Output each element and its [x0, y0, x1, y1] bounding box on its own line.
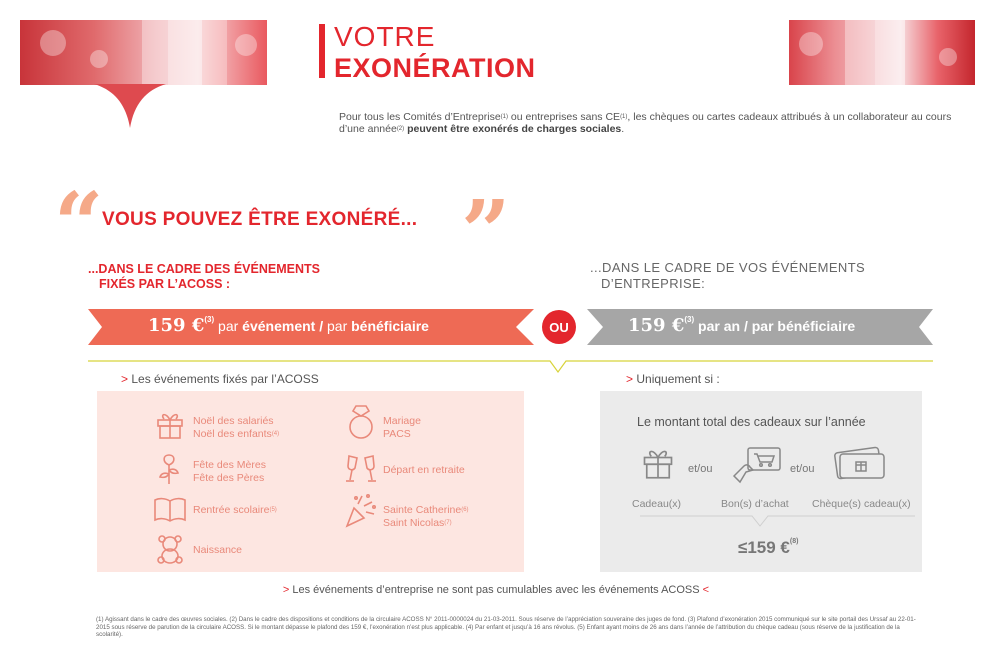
event-mariage: Mariage PACS: [383, 415, 421, 440]
gift-card-icon: [832, 444, 886, 482]
bon-achat-label: Bon(s) d’achat: [721, 498, 789, 510]
cumulative-note: > Les événements d’entreprise ne sont pas cumulables avec les événements ACOSS <: [282, 584, 710, 596]
event-noel: Noël des salariés Noël des enfants$^{(4)}$: [193, 415, 280, 440]
left-subtitle: > Les événements fixés par l’ACOSS: [121, 372, 319, 386]
event-retraite: Départ en retraite: [383, 464, 465, 476]
event-sainte-catherine: Sainte Catherine$^{(6)}$ Saint Nicolas$^{(7)}$: [383, 504, 469, 529]
montant-text: Le montant total des cadeaux sur l’année: [637, 415, 866, 429]
champagne-icon: [344, 452, 378, 484]
cheque-cadeau-label: Chèque(s) cadeau(x): [812, 498, 911, 510]
title-accent-bar: [319, 24, 325, 78]
header-pin-shape: [94, 84, 166, 128]
event-naissance: Naissance: [193, 544, 243, 556]
quote-heading: VOUS POUVEZ ÊTRE EXONÉRÉ...: [102, 209, 418, 230]
flower-icon: [156, 452, 182, 486]
cadeau-label: Cadeau(x): [632, 498, 682, 510]
gift-icon: [640, 444, 676, 480]
event-rentree: Rentrée scolaire$^{(5)}$: [193, 504, 277, 516]
gift-icon: [154, 408, 186, 440]
et-ou-label-1: et/ou: [688, 463, 713, 475]
book-icon: [152, 496, 188, 524]
ring-icon: [348, 404, 374, 440]
intro-text: Pour tous les Comités d’Entreprise$^{(1)}$ ou entreprises sans CE$^{(1)}$, les chèques ou cartes cadeaux attribués à un collaborateur au cours d’une année$^{(2)}$ peuvent être exonérés de charges sociales.: [339, 111, 952, 135]
close-quote-icon: ”: [461, 182, 511, 283]
page-title-line2: EXONÉRATION: [334, 53, 536, 83]
page-title-line1: VOTRE: [334, 21, 436, 52]
footnotes: (1) Agissant dans le cadre des œuvres sociales. (2) Dans le cadre des dispositions et conditions de la circulaire ACOSS N° 2011-0000024 du 21-03-2011. Sous réserve de l’appréciation souveraine des juges de fond. (3) Plafond d’exonération 2015 communiqué sur le site portail des Urssaf au 22-01-2015 sous réserve de parution de la circulaire ACOSS. Si le montant dépasse le plafond des 159 €, l’exonération n’est plus applicable. (4) Par enfant et jusqu’à 16 ans révolus. (5) Enfant ayant moins de 26 ans dans l’année de l’attribution du chèque cadeau (sous réserve de la justification de la scolarité).: [96, 616, 916, 638]
right-ribbon-text: 159 €$^{(3)}$ par an / par bénéficiaire: [628, 315, 856, 336]
bracket-line: [640, 512, 915, 528]
header-image-left: [20, 20, 267, 85]
left-heading-line2: FIXÉS PAR L’ACOSS :: [99, 277, 231, 291]
header-image-right: [789, 20, 975, 85]
event-fete: Fête des Mères Fête des Pères: [193, 459, 266, 484]
ou-badge: OU: [542, 310, 576, 344]
total-amount: ≤159 €$^{(8)}$: [738, 538, 799, 557]
right-heading-line1: ...DANS LE CADRE DE VOS ÉVÉNEMENTS: [590, 260, 866, 275]
open-quote-icon: “: [54, 174, 104, 275]
right-subtitle: > Uniquement si :: [626, 372, 720, 386]
left-ribbon-text: 159 €$^{(3)}$ par événement / par bénéficiaire: [148, 315, 429, 336]
teddy-bear-icon: [156, 534, 184, 564]
left-heading-line1: ...DANS LE CADRE DES ÉVÉNEMENTS: [88, 262, 320, 276]
voucher-icon: [730, 446, 782, 486]
et-ou-label-2: et/ou: [790, 463, 815, 475]
party-popper-icon: [344, 492, 378, 528]
right-heading-line2: D’ENTREPRISE:: [601, 276, 706, 291]
